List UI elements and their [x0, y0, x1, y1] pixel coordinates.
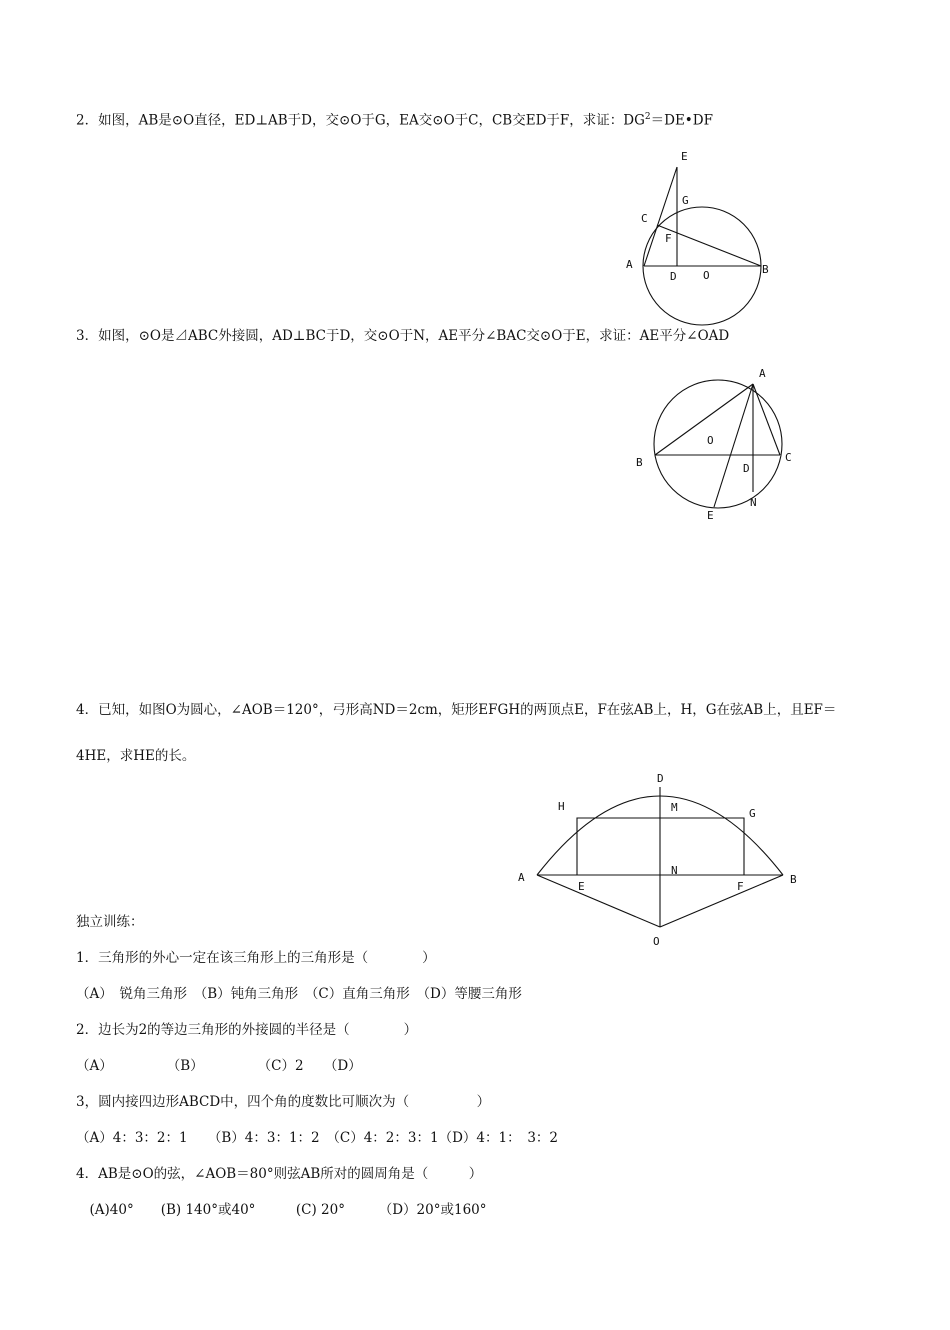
label-o: O — [707, 434, 714, 447]
radius-ob — [660, 875, 783, 927]
problem4-line1: 4．已知，如图O为圆心，∠AOB＝120°，弓形高ND＝2cm，矩形EFGH的两顶点E，F在弦AB上，H，G在弦AB上，且EF＝ — [76, 702, 837, 718]
practice-q4-options: (A)40° (B) 140°或40° (C) 20° （D）20°或160° — [76, 1202, 487, 1218]
label-d: D — [657, 772, 664, 785]
label-o: O — [653, 935, 660, 948]
label-n: N — [671, 864, 678, 877]
line-ac — [753, 384, 780, 455]
practice-q3-options: （A）4：3：2：1 （B）4：3：1：2 （C）4：2：3：1（D）4：1： 3：2 — [76, 1130, 558, 1146]
label-f: F — [737, 880, 744, 893]
label-e: E — [681, 150, 688, 163]
practice-q2-options: （A） （B） （C）2 （D） — [76, 1058, 362, 1074]
practice-q1: 1．三角形的外心一定在该三角形上的三角形是（ ） — [76, 950, 436, 966]
label-g: G — [749, 807, 756, 820]
label-a: A — [518, 871, 525, 884]
problem2-diagram — [620, 145, 770, 320]
label-a: A — [759, 367, 766, 380]
problem3-diagram — [630, 362, 810, 527]
practice-q1-options: （A） 锐角三角形 （B）钝角三角形 （C）直角三角形 （D）等腰三角形 — [76, 986, 522, 1002]
label-e: E — [578, 880, 585, 893]
problem2-statement — [76, 108, 713, 130]
problem3-figure — [630, 362, 810, 527]
label-b: B — [762, 263, 769, 276]
label-n: N — [750, 496, 757, 509]
problem2-figure — [620, 145, 770, 320]
label-g: G — [682, 194, 689, 207]
problem2-text-post: ＝DE•DF — [650, 112, 713, 129]
label-h: H — [558, 800, 565, 813]
label-c: C — [641, 212, 648, 225]
line-ae — [714, 384, 753, 507]
label-e: E — [707, 509, 714, 522]
label-b: B — [790, 873, 797, 886]
practice-q2: 2．边长为2的等边三角形的外接圆的半径是（ ） — [76, 1022, 418, 1038]
label-m: M — [671, 801, 678, 814]
label-a: A — [626, 258, 633, 271]
practice-q3: 3，圆内接四边形ABCD中，四个角的度数比可顺次为（ ） — [76, 1094, 491, 1110]
label-f: F — [665, 232, 672, 245]
line-ea — [644, 167, 677, 266]
label-o: O — [703, 269, 710, 282]
line-cb — [657, 225, 761, 266]
problem3-statement: 3．如图，⊙O是⊿ABC外接圆，AD⊥BC于D，交⊙O于N，AE平分∠BAC交⊙O于E，求证：AE平分∠OAD — [76, 328, 730, 344]
line-ab — [655, 384, 753, 455]
problem4-line2: 4HE，求HE的长。 — [76, 748, 196, 764]
label-b: B — [636, 456, 643, 469]
practice-q4: 4．AB是⊙O的弦，∠AOB＝80°则弦AB所对的圆周角是（ ） — [76, 1166, 483, 1182]
label-d: D — [743, 462, 750, 475]
radius-oa — [537, 875, 660, 927]
problem4-figure — [510, 765, 805, 955]
problem2-text-pre: 2．如图，AB是⊙O直径，ED⊥AB于D，交⊙O于G，EA交⊙O于C，CB交ED于F，求证：DG — [76, 112, 645, 129]
problem4-diagram — [510, 765, 805, 955]
label-d: D — [670, 270, 677, 283]
problem2-superscript: 2 — [644, 112, 651, 122]
circle-o-fig3 — [654, 380, 782, 508]
practice-heading: 独立训练： — [76, 914, 144, 930]
label-c: C — [785, 451, 792, 464]
